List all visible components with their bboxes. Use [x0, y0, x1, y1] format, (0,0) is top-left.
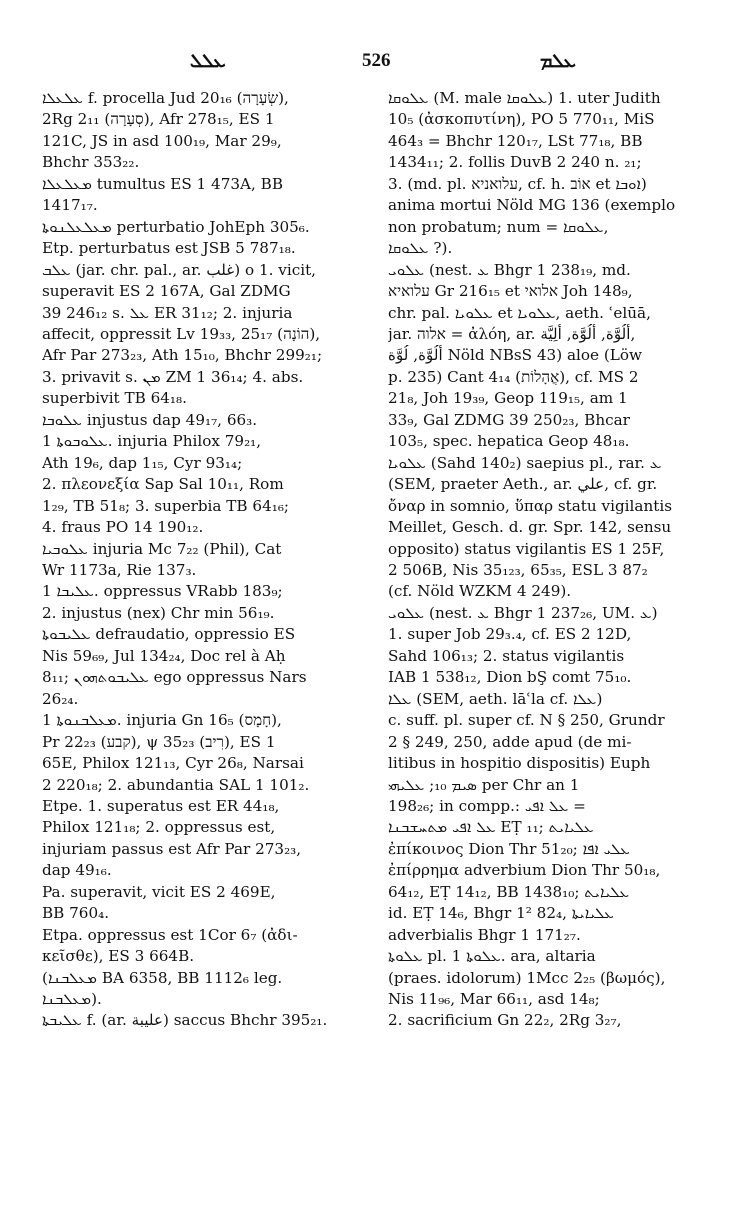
entry-line: c. suff. pl. super cf. N § 250, Grundr — [388, 711, 665, 730]
entry-line: superavit ES 2 167A, Gal ZDMG — [42, 282, 291, 301]
entry-line: id. EṬ 14₆, Bhgr 1² 82₄, ܥܠܝܐܝܬܐ — [388, 904, 615, 923]
entry-line: ܥܠܘܩܐ (M. male ܥܠܘܩܐ) 1. uter Judith — [388, 89, 661, 107]
entry-line: (ܡܥܠܒܢܐ BA 6358, BB 1112₆ leg. — [42, 968, 283, 987]
entry-line: ܥܠܝܒܐ 1. oppressus VRabb 183₉; — [42, 582, 283, 601]
entry-line: ܥܠܘܝܐ (Sahd 140₂) saepius pl., rar. ܥ — [388, 453, 662, 472]
entry-line: anima mortui Nöld MG 136 (exemplo — [388, 196, 676, 215]
entry-line: ܥܠܐ (SEM, aeth. lāʿla cf. ܥܠܐ) — [388, 689, 603, 708]
entry-line: ܡܥܠܥܠܐ tumultus ES 1 473A, BB — [42, 174, 283, 193]
page-number: 526 — [362, 50, 391, 71]
entry-line: ὄναρ in somnio, ὕπαρ statu vigilantis — [388, 496, 672, 515]
entry-line: 2 506B, Nis 35₁₂₃, 65₃₅, ESL 3 87₂ — [388, 560, 648, 579]
entry-line: (cf. Nöld WZKM 4 249). — [388, 582, 572, 601]
entry-line: 464₃ = Bhchr 120₁₇, LSt 77₁₈, BB — [388, 131, 643, 150]
entry-line: ܥܠܝܒܬܐ f. (ar. عليبة) saccus Bhchr 395₂₁. — [42, 1011, 328, 1030]
entry-line: 64₁₂, EṬ 14₁₂, BB 1438₁₀; ܥܠܝܐܝܬ — [388, 882, 630, 901]
entry-line: Philox 121₁₈; 2. oppressus est, — [42, 818, 276, 837]
entry-line: ܡܥܠܒܢܐ). — [42, 990, 102, 1009]
entry-line: Meillet, Gesch. d. gr. Spr. 142, sensu — [388, 518, 672, 537]
entry-line: Afr Par 273₂₃, Ath 15₁₀, Bhchr 299₂₁; — [42, 346, 323, 365]
entry-line: ܥܠܘܒܝܐ injuria Mc 7₂₂ (Phil), Cat — [42, 539, 282, 558]
entry-line: 39 246₁₂ s. ܥܠ ER 31₁₂; 2. injuria — [42, 303, 293, 322]
entry-line: ܡܥܠܒܢܘܬܐ 1. injuria Gn 16₅ (חָמָס), — [42, 711, 282, 730]
entry-line: ܡܥܠܥܠܢܘܬܐ perturbatio JohEph 305₆. — [42, 217, 310, 236]
entry-line: ܥܠܘܝ (nest. ܥ Bhgr 1 238₁₉, md. — [388, 260, 631, 279]
left-column — [42, 88, 372, 1032]
entry-line: 3. (md. pl. עלואניא, cf. h. אוֹב et ܐܘܒܐ) — [388, 174, 647, 193]
entry-line: ܥܠܘܒܐ injustus dap 49₁₇, 66₃. — [42, 410, 258, 429]
entry-line: Nis 59₆₉, Jul 134₂₄, Doc rel à Aḥ — [42, 646, 286, 665]
entry-line: 4. fraus PO 14 190₁₂. — [42, 518, 204, 537]
entry-line: BB 760₄. — [42, 904, 110, 923]
running-head-right: ܥܠܡ — [540, 50, 576, 72]
entry-line: 8₁₁; ܥܠܝܒܘܬܗܘܢ ego oppressus Nars — [42, 668, 307, 687]
entry-line: 2Rg 2₁₁ (סְעָרָה), Afr 278₁₅, ES 1 — [42, 110, 275, 129]
entry-line: 10₅ (ἀσκοπυτίνη), PO 5 770₁₁, MiS — [388, 110, 655, 129]
right-column — [388, 88, 720, 1032]
entry-line: 2 § 249, 250, adde apud (de mi- — [388, 732, 632, 751]
entry-line: adverbialis Bhgr 1 171₂₇. — [388, 925, 581, 944]
entry-line: 65E, Philox 121₁₃, Cyr 26₈, Narsai — [42, 754, 304, 773]
entry-line: 3. privavit s. ܡܢ ZM 1 36₁₄; 4. abs. — [42, 367, 304, 386]
entry-line: IAB 1 538₁₂, Dion bŞ comt 75₁₀. — [388, 668, 632, 687]
entry-line: Pa. superavit, vicit ES 2 469E, — [42, 882, 276, 901]
entry-line: affecit, oppressit Lv 19₃₃, 25₁₇ (הוֹנָה), — [42, 324, 321, 343]
running-head-left: ܥܠܠ — [190, 50, 226, 72]
entry-line: أَلُوَّة, لُوَّة Nöld NBsS 43) aloe (Löw — [388, 346, 642, 365]
entry-line: Sahd 106₁₃; 2. status vigilantis — [388, 646, 625, 665]
entry-line: 121C, JS in asd 100₁₉, Mar 29₉, — [42, 131, 282, 150]
entry-line: injuriam passus est Afr Par 273₂₃, — [42, 839, 302, 858]
entry-line: Etp. perturbatus est JSB 5 787₁₈. — [42, 239, 296, 258]
entry-line: ܥܠܝܒܘܬܐ defraudatio, oppressio ES — [42, 625, 296, 644]
entry-line: 33₉, Gal ZDMG 39 250₂₃, Bhcar — [388, 410, 630, 429]
entry-line: ܣܝܡ ₁₀; ܥܠܝܗܝ per Chr an 1 — [388, 775, 580, 794]
entry-line: 1₂₉, TB 51₈; 3. superbia TB 64₁₆; — [42, 496, 290, 515]
entry-line: Wr 1173a, Rie 137₃. — [42, 560, 197, 579]
entry-line: (praes. idolorum) 1Mcc 2₂₅ (βωμός), — [388, 968, 666, 987]
entry-line: non probatum; num = ܥܠܘܩܐ, — [388, 217, 609, 236]
entry-line: 1. super Job 29₃.₄, cf. ES 2 12D, — [388, 625, 632, 644]
entry-line: 1434₁₁; 2. follis DuvB 2 240 n. ₂₁; — [388, 153, 642, 172]
entry-line: chr. pal. ܥܠܘܝܐ et ܥܠܘܝܐ, aeth. ʿelūā, — [388, 303, 651, 322]
entry-line: ܥܠܥܠܐ f. procella Jud 20₁₆ (שְׂעָרָה), — [42, 89, 289, 107]
entry-line: Bhchr 353₂₂. — [42, 153, 140, 172]
entry-line: ἐπίκοινος Dion Thr 51₂₀; ܥܠܝ ܐܦܐ — [388, 839, 631, 858]
entry-line: ἐπίρρημα adverbium Dion Thr 50₁₈, — [388, 861, 661, 880]
entry-line: ܥܠ ܐܦܝ ܡܬܚܫܒܢܐ EṬ ₁₁; ܥܠܝܐܝܬ — [388, 818, 594, 837]
entry-line: Etpa. oppressus est 1Cor 6₇ (ἀδι- — [42, 925, 298, 944]
entry-line: dap 49₁₆. — [42, 861, 112, 880]
entry-line: 1417₁₇. — [42, 196, 98, 215]
entry-line: 2 220₁₈; 2. abundantia SAL 1 101₂. — [42, 775, 310, 794]
entry-line: Ath 19₆, dap 1₁₅, Cyr 93₁₄; — [42, 453, 243, 472]
entry-line: 26₂₄. — [42, 689, 79, 708]
entry-line: 2. injustus (nex) Chr min 56₁₉. — [42, 603, 275, 622]
entry-line: 198₂₆; in compp.: ܥܠ ܐܦܝ = — [388, 796, 586, 815]
entry-line: superbivit TB 64₁₈. — [42, 389, 187, 408]
entry-line: κεῖσθε), ES 3 664B. — [42, 947, 195, 966]
entry-line: Nis 11₉₆, Mar 66₁₁, asd 14₈; — [388, 990, 600, 1009]
entry-line: ܥܠܒ (jar. chr. pal., ar. غلب) o 1. vicit, — [42, 260, 317, 279]
entry-line: Etpe. 1. superatus est ER 44₁₈, — [42, 796, 280, 815]
entry-line: litibus in hospitio dispositis) Euph — [388, 754, 651, 773]
entry-line: ܥܠܘܒܘܬܐ 1. injuria Philox 79₂₁, — [42, 432, 262, 451]
entry-line: jar. אלוה = ἀλόη, ar. أَلُوَّة, أَلُوَّة, أَلِيَّة, — [388, 324, 636, 343]
entry-line: 2. sacrificium Gn 22₂, 2Rg 3₂₇, — [388, 1011, 622, 1030]
entry-line: 103₅, spec. hepatica Geop 48₁₈. — [388, 432, 630, 451]
entry-line: ܥܠܘܩܐ ?). — [388, 239, 453, 258]
entry-line: 21₈, Joh 19₃₉, Geop 119₁₅, am 1 — [388, 389, 628, 408]
entry-line: p. 235) Cant 4₁₄ (אֲהָלוֹת), cf. MS 2 — [388, 367, 639, 386]
entry-line: ܥܠܘܬܐ pl. ܥܠܘܬܐ 1. ara, altaria — [388, 947, 596, 966]
entry-line: ܥܠܘܝ (nest. ܥ Bhgr 1 237₂₆, UM. ܥ) — [388, 603, 658, 622]
entry-line: opposito) status vigilantis ES 1 25F, — [388, 539, 665, 558]
entry-line: עלואיא Gr 216₁₅ et אלואי Joh 148₉, — [388, 282, 633, 301]
entry-line: (SEM, praeter Aeth., ar. علي, cf. gr. — [388, 475, 658, 494]
entry-line: 2. πλεονεξία Sap Sal 10₁₁, Rom — [42, 475, 284, 494]
entry-line: Pr 22₂₃ (קבע), ψ 35₂₃ (רִיב), ES 1 — [42, 732, 276, 751]
